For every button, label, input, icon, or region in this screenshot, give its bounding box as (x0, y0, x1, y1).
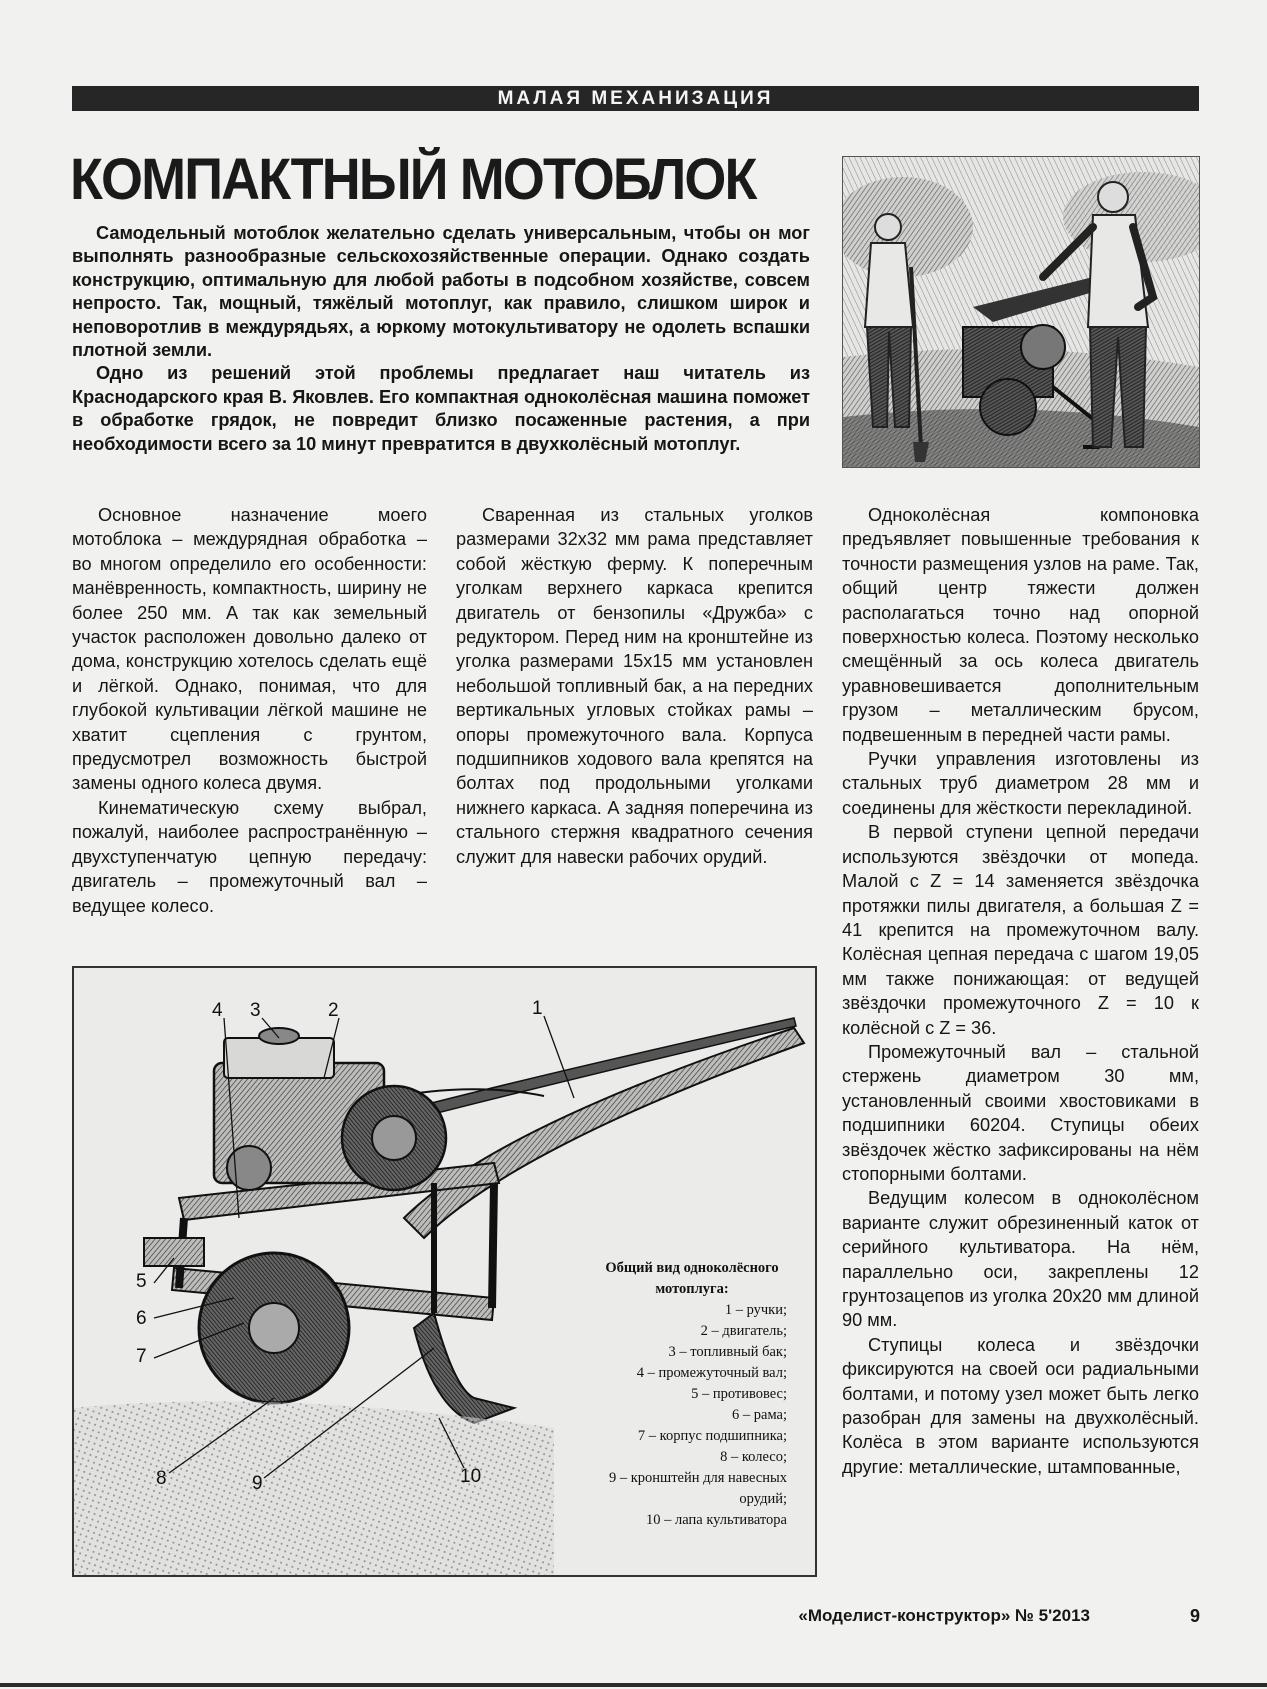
caption-item: 2 – двигатель; (700, 1323, 787, 1339)
body-paragraph: В первой ступени цепной передачи используются звёздочки от мопеда. Малой с Z = 14 заменяется звёздочка протяжки пилы двигателя, а большая Z = 41 крепится на промежуточном валу. Колёсная цепная передача с шагом 19,05 мм также понижающая: от ведущей звёздочки промежуточного Z = 10 к колёсной с Z = 36. (842, 822, 1199, 1038)
callout-1: 1 (532, 998, 543, 1019)
callout-4: 4 (212, 1000, 223, 1021)
caption-item: 4 – промежуточный вал; (636, 1365, 787, 1381)
lead-paragraph: Одно из решений этой проблемы предлагает наш читатель из Краснодарского края В. Яковлев. Его компактная одноколёсная машина поможет в обработке грядок, не повредит близко посаженные растения, а при необходимости всего за 10 минут превратится в двухколёсный мотоплуг. (72, 363, 810, 454)
caption-item: 1 – ручки; (724, 1302, 787, 1318)
body-paragraph: Ведущим колесом в одноколёсном варианте служит обрезиненный каток от серийного культиватора. На нём, параллельно оси, закреплены 12 грунтозацепов из уголка 20х20 мм длиной 90 мм. (842, 1188, 1199, 1331)
body-paragraph: Сваренная из стальных уголков размерами 32х32 мм рама представляет собой жёсткую ферму. К поперечным уголкам верхнего каркаса крепится двигатель от бензопилы «Дружба» с редуктором. Перед ним на кронштейне из уголка размерами 15х15 мм установлен небольшой топливный бак, а на передних вертикальных угловых стойках рамы – опоры промежуточного вала. Корпуса подшипников ходового вала крепятся на болтах под продольными уголками нижнего каркаса. А задняя поперечина из стального стержня квадратного сечения служит для навески рабочих орудий. (456, 505, 813, 867)
page-number: 9 (1189, 1606, 1200, 1626)
text-column-2 (456, 503, 813, 869)
caption-item: 10 – лапа культиватора (646, 1512, 787, 1528)
caption-item: 9 – кронштейн для навесных орудий; (609, 1470, 787, 1507)
callout-5: 5 (136, 1271, 147, 1292)
caption-item: 3 – топливный бак; (668, 1344, 787, 1360)
callout-9: 9 (252, 1473, 263, 1494)
figure-general-view (72, 966, 817, 1577)
lead-paragraph: Самодельный мотоблок желательно сделать универсальным, чтобы он мог выполнять разнообразные сельскохозяйственные операции. Однако создать конструкцию, оптимальную для любой работы в подсобном хозяйстве, совсем непросто. Так, мощный, тяжёлый мотоплуг, как правило, слишком широк и неповоротлив в междурядьях, а юркому мотокультиватору не одолеть вспашки плотной земли. (72, 223, 810, 361)
callout-7: 7 (136, 1346, 147, 1367)
engraving-illustration (843, 157, 1199, 467)
figure-caption (597, 1258, 787, 1531)
caption-item: 8 – колесо; (720, 1449, 787, 1465)
article-title: КОМПАКТНЫЙ МОТОБЛОК (70, 147, 756, 212)
section-rubric: МАЛАЯ МЕХАНИЗАЦИЯ (72, 86, 1199, 111)
callout-2: 2 (328, 1000, 339, 1021)
callout-3: 3 (250, 1000, 261, 1021)
caption-title: Общий вид одноколёсного мотоплуга: (605, 1260, 779, 1297)
caption-item: 6 – рама; (732, 1407, 787, 1423)
body-paragraph: Основное назначение моего мотоблока – междурядная обработка – во многом определило его особенности: манёвренность, компактность, ширину не более 250 мм. А так как земельный участок расположен довольно далеко от дома, конструкцию хотелось сделать ещё и лёгкой. Однако, понимая, что для глубокой культивации лёгкой машине не хватит сцепления с грунтом, предусмотрел возможность быстрой замены одного колеса двумя. (72, 505, 427, 794)
text-column-1 (72, 503, 427, 918)
callout-8: 8 (156, 1468, 167, 1489)
callout-6: 6 (136, 1308, 147, 1329)
body-paragraph: Одноколёсная компоновка предъявляет повышенные требования к точности размещения узлов на раме. Так, общий центр тяжести должен располагаться точно над опорной поверхностью колеса. Поэтому несколько смещённый за ось колеса двигатель уравновешивается дополнительным грузом – металлическим брусом, подвешенным в передней части рамы. (842, 505, 1199, 745)
text-column-3 (842, 503, 1199, 1479)
body-paragraph: Промежуточный вал – стальной стержень диаметром 30 мм, установленный своими хвостовиками в подшипники 60204. Ступицы обеих звёздочек жёстко зафиксированы на нём стопорными болтами. (842, 1041, 1199, 1184)
body-paragraph: Кинематическую схему выбрал, пожалуй, наиболее распространённую – двухступенчатую цепную передачу: двигатель – промежуточный вал – ведущее колесо. (72, 797, 427, 916)
body-paragraph: Ступицы колеса и звёздочки фиксируются на своей оси радиальными болтами, и потому узел может быть легко разобран для замены на двухколёсный. Колёса в этом варианте используются другие: металлические, штампованные, (842, 1334, 1199, 1477)
article-lead (72, 222, 810, 456)
callout-10: 10 (460, 1466, 482, 1487)
illustration-men-with-motoblock (842, 156, 1200, 468)
caption-item: 7 – корпус подшипника; (637, 1428, 787, 1444)
bottom-rule (0, 1683, 1267, 1687)
magazine-issue: «Моделист-конструктор» № 5'2013 (798, 1606, 1090, 1625)
body-paragraph: Ручки управления изготовлены из стальных труб диаметром 28 мм и соединены для жёсткости перекладиной. (842, 749, 1199, 818)
caption-item: 5 – противовес; (691, 1386, 787, 1402)
